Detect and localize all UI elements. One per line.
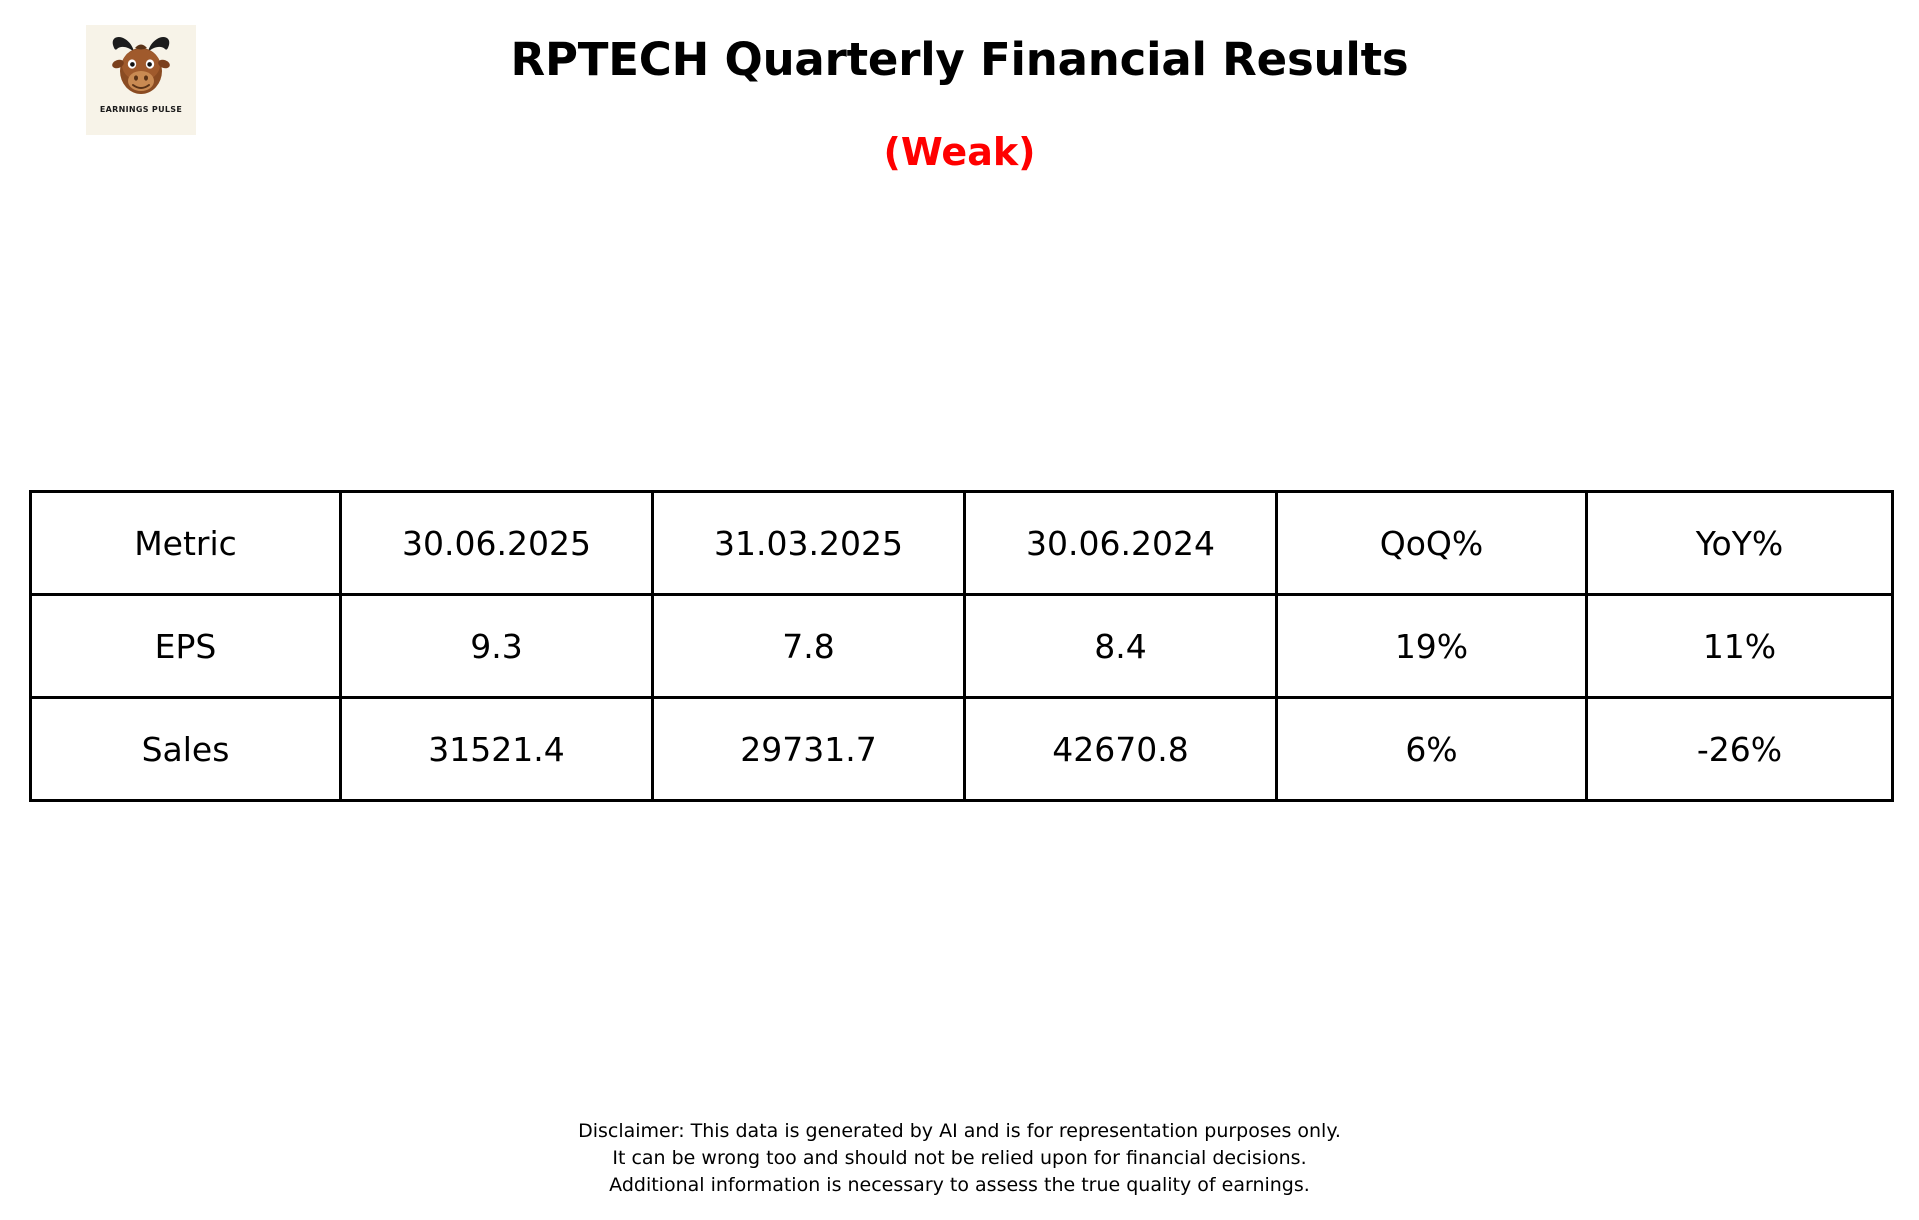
sales-current: 31521.4 xyxy=(341,698,653,801)
sales-year-ago: 42670.8 xyxy=(965,698,1277,801)
column-header-metric: Metric xyxy=(31,492,341,595)
table-header-row xyxy=(31,492,1893,595)
page-title: RPTECH Quarterly Financial Results xyxy=(510,33,1409,86)
column-header-period-year-ago: 30.06.2024 xyxy=(965,492,1277,595)
disclaimer xyxy=(0,1118,1919,1199)
eps-year-ago: 8.4 xyxy=(965,595,1277,698)
table-row xyxy=(31,698,1893,801)
disclaimer-line-3: Additional information is necessary to assess the true quality of earnings. xyxy=(609,1174,1310,1196)
eps-current: 9.3 xyxy=(341,595,653,698)
row-label-sales: Sales xyxy=(31,698,341,801)
sales-previous-quarter: 29731.7 xyxy=(653,698,965,801)
financial-table xyxy=(29,490,1894,802)
eps-qoq-change: 19% xyxy=(1277,595,1587,698)
column-header-yoy: YoY% xyxy=(1587,492,1893,595)
eps-yoy-change: 11% xyxy=(1587,595,1893,698)
column-header-qoq: QoQ% xyxy=(1277,492,1587,595)
sales-qoq-change: 6% xyxy=(1277,698,1587,801)
sales-yoy-change: -26% xyxy=(1587,698,1893,801)
verdict-label: (Weak) xyxy=(883,130,1036,174)
financial-table-container xyxy=(29,490,1891,802)
logo-caption: EARNINGS PULSE xyxy=(99,105,183,114)
disclaimer-line-2: It can be wrong too and should not be relied upon for financial decisions. xyxy=(612,1147,1307,1169)
table-row xyxy=(31,595,1893,698)
column-header-period-previous-quarter: 31.03.2025 xyxy=(653,492,965,595)
row-label-eps: EPS xyxy=(31,595,341,698)
disclaimer-line-1: Disclaimer: This data is generated by AI and is for representation purposes only. xyxy=(578,1120,1341,1142)
column-header-period-current: 30.06.2025 xyxy=(341,492,653,595)
eps-previous-quarter: 7.8 xyxy=(653,595,965,698)
